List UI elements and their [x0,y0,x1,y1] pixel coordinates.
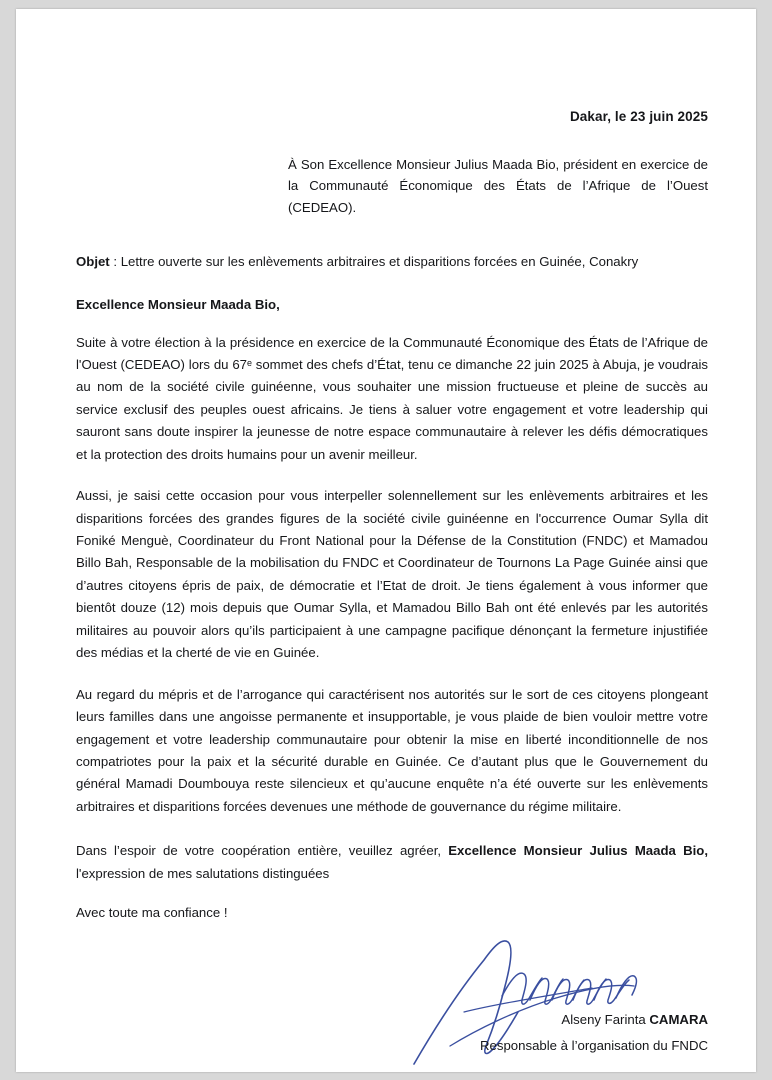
paragraph-1: Suite à votre élection à la présidence en exercice de la Communauté Économique des États de l’Afrique de l'Ouest (CEDEAO) lors du 67ᵉ sommet des chefs d’État, tenu ce dimanche 22 juin 2025 à Abuja, je voudrais au nom de la société civile guinéenne, vous souhaiter une mission fructueuse et pleine de succès au service exclusif des peuples ouest africains. Je tiens à saluer votre engagement et votre leadership qui sauront sans doute inspirer la jeunesse de notre espace communautaire à relever les défis démocratiques et la protection des droits humains pour un avenir meilleur. [76,334,708,462]
closing-paragraph [76,840,708,885]
signature-last-name: CAMARA [649,1012,708,1028]
paragraph-3: Au regard du mépris et de l’arrogance qui caractérisent nos autorités sur le sort de ces citoyens plongeant leurs familles dans une angoisse permanente et insupportable, je vous plaide de bien vouloir mettre votre engagement et votre leadership communautaire pour obtenir la mise en liberté inconditionnelle de nos compatriotes pour la paix et la sécurité durable en Guinée. Ce d’autant plus que le Gouvernement du général Mamadi Doumbouya reste silencieux et qu’aucune enquête n’a été ouverte sur les enlèvements arbitraires et disparitions forcées devenues une méthode de gouvernance du régime militaire. [76,686,708,814]
document-page [16,9,756,1072]
closing-start: Dans l’espoir de votre coopération entière, veuillez agréer, [76,843,449,859]
salutation: Excellence Monsieur Maada Bio, [76,296,280,312]
object-line [76,251,708,272]
paragraph-2: Aussi, je saisi cette occasion pour vous interpeller solennellement sur les enlèvements arbitraires et les disparitions forcées des grandes figures de la société civile guinéenne en l'occurrence Oumar Sylla dit Foniké Menguè, Coordinateur du Front National pour la Défense de la Constitution (FNDC) et Mamadou Billo Bah, Responsable de la mobilisation du FNDC et Coordinateur de Tournons La Page Guinée ainsi que d’autres citoyens épris de paix, de démocratie et l’Etat de droit. Je tiens également à vous informer que bientôt douze (12) mois depuis que Oumar Sylla, et Mamadou Billo Bah ont été enlevés par les autorités militaires au pouvoir alors qu’ils participaient à une campagne pacifique dénonçant la fermeture injustifiée des médias et la cherté de vie en Guinée. [76,488,708,661]
object-label: Objet [76,254,110,270]
signature-name [561,1012,708,1027]
addressee-block: À Son Excellence Monsieur Julius Maada Bio, président en exercice de la Communauté Économique des États de l’Afrique de l’Ouest (CEDEAO). [288,157,708,215]
closing-end: l'expression de mes salutations distinguées [76,865,330,881]
closing-bold: Excellence Monsieur Julius Maada Bio, [448,843,708,859]
signature-area [76,926,708,1072]
date-line: Dakar, le 23 juin 2025 [569,109,708,124]
confidence-line: Avec toute ma confiance ! [76,905,228,921]
signature-role: Responsable à l’organisation du FNDC [480,1038,708,1054]
document-content [76,9,708,1072]
object-text: : Lettre ouverte sur les enlèvements arbitraires et disparitions forcées en Guinée, Conakry [109,254,639,270]
signature-first-name: Alseny Farinta [561,1012,650,1028]
